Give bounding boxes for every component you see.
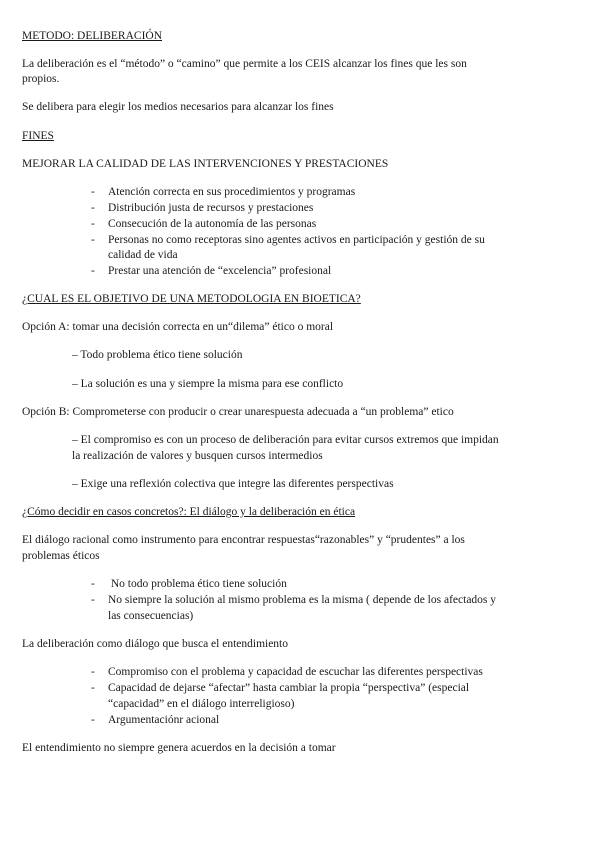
heading-mejorar: MEJORAR LA CALIDAD DE LAS INTERVENCIONES Y PRESTACIONES [22, 158, 389, 170]
paragraph-line: El diálogo racional como instrumento para encontrar respuestas“razonables” y “prudentes” a los [22, 534, 465, 546]
bullet-dash: - [91, 666, 95, 678]
bullet-dash: - [91, 714, 95, 726]
paragraph-line: La deliberación como diálogo que busca el entendimiento [22, 638, 289, 650]
bullet-dash: - [91, 234, 95, 246]
paragraph-line: problemas éticos [22, 550, 100, 562]
list-item: – La solución es una y siempre la misma para ese conflicto [72, 378, 344, 390]
opcion-b: Opción B: Comprometerse con producir o crear unarespuesta adecuada a “un problema” etico [22, 406, 454, 418]
list-item: Atención correcta en sus procedimientos y programas [108, 186, 356, 198]
bullet-dash: - [91, 682, 95, 694]
heading-metodo: METODO: DELIBERACIÓN [22, 30, 163, 42]
paragraph-line: Se delibera para elegir los medios necesarios para alcanzar los fines [22, 101, 334, 113]
paragraph-line: El entendimiento no siempre genera acuerdos en la decisión a tomar [22, 742, 336, 754]
list-item: Prestar una atención de “excelencia” profesional [108, 265, 332, 277]
list-item: – Todo problema ético tiene solución [72, 349, 243, 361]
heading-objetivo: ¿CUAL ES EL OBJETIVO DE UNA METODOLOGIA EN BIOETICA? [22, 293, 361, 305]
list-item: Capacidad de dejarse “afectar” hasta cambiar la propia “perspectiva” (especial [108, 682, 470, 694]
bullet-dash: - [91, 265, 95, 277]
list-item: Personas no como receptoras sino agentes activos en participación y gestión de su [108, 234, 485, 246]
paragraph-line: La deliberación es el “método” o “camino” que permite a los CEIS alcanzar los fines que les son [22, 58, 467, 70]
list-item: No todo problema ético tiene solución [108, 578, 287, 590]
list-item: Distribución justa de recursos y prestaciones [108, 202, 314, 214]
bullet-dash: - [91, 218, 95, 230]
bullet-dash: - [91, 186, 95, 198]
bullet-dash: - [91, 578, 95, 590]
list-item: Consecución de la autonomía de las personas [108, 218, 317, 230]
list-item: Compromiso con el problema y capacidad de escuchar las diferentes perspectivas [108, 666, 483, 678]
list-item: Argumentaciónr acional [108, 714, 220, 726]
paragraph-line: propios. [22, 73, 60, 85]
list-item: No siempre la solución al mismo problema es la misma ( depende de los afectados y [108, 594, 497, 606]
list-item-continuation: calidad de vida [108, 249, 178, 261]
bullet-dash: - [91, 202, 95, 214]
bullet-dash: - [91, 594, 95, 606]
heading-como: ¿Cómo decidir en casos concretos?: El diálogo y la deliberación en ética [22, 506, 356, 518]
list-item-continuation: “capacidad” en el diálogo interreligioso) [108, 698, 295, 710]
list-item-continuation: la realización de valores y busquen cursos intermedios [72, 450, 323, 462]
opcion-a: Opción A: tomar una decisión correcta en un“dilema” ético o moral [22, 321, 334, 333]
list-item: – El compromiso es con un proceso de deliberación para evitar cursos extremos que impidan [72, 434, 499, 446]
list-item: – Exige una reflexión colectiva que integre las diferentes perspectivas [72, 478, 394, 490]
list-item-continuation: las consecuencias) [108, 610, 194, 622]
heading-fines: FINES [22, 130, 54, 142]
